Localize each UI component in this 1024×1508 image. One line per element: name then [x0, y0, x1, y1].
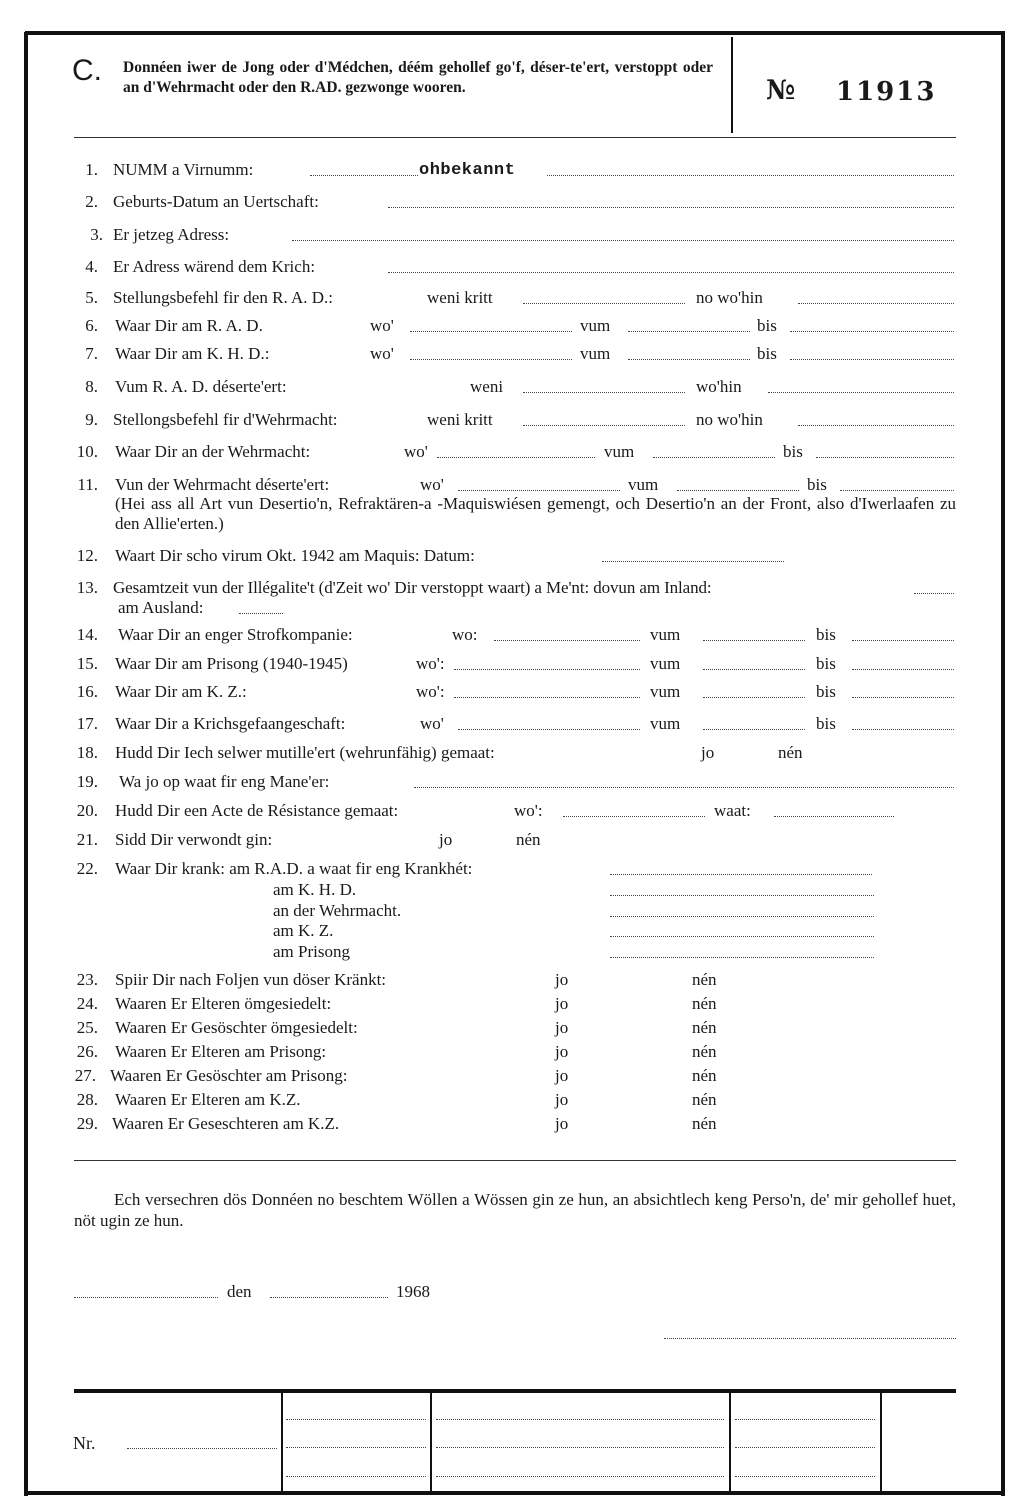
until-label: bis [783, 442, 803, 461]
question-number: 28. [76, 1090, 98, 1109]
footer-field[interactable] [286, 1404, 426, 1420]
footer-column-divider [430, 1393, 432, 1491]
header-divider [731, 37, 733, 133]
footer-field[interactable] [286, 1461, 426, 1477]
question-number: 5. [85, 288, 98, 307]
from-label: vum [580, 344, 611, 363]
question-label: NUMM a Virnumm: [113, 160, 254, 179]
question-label: Waar Dir am R. A. D. [115, 316, 263, 335]
question-label: Stellongsbefehl fir d'Wehrmacht: [113, 410, 338, 429]
when-label: weni [470, 377, 504, 396]
where-field[interactable] [494, 625, 640, 641]
where-label: wo': [416, 682, 445, 701]
yes-option[interactable]: jo [555, 1042, 569, 1061]
nr-label: Nr. [73, 1433, 96, 1453]
question-3 [0, 225, 1024, 249]
question-number: 1. [85, 160, 98, 179]
maquis-date-field[interactable] [602, 546, 784, 562]
question-label: Waar Dir am K. Z.: [115, 682, 247, 701]
sub-label: am K. Z. [273, 921, 334, 940]
from-field[interactable] [677, 475, 799, 491]
until-label: bis [807, 475, 827, 494]
question-21 [0, 830, 1024, 854]
from-field[interactable] [703, 654, 805, 670]
question-label: Wa jo op waat fir eng Mane'er: [119, 772, 330, 791]
question-4 [0, 257, 1024, 281]
where-field[interactable] [563, 801, 705, 817]
yes-option[interactable]: jo [701, 743, 715, 762]
form-title: Donnéen iwer de Jong oder d'Médchen, déém gehollef go'f, déser-te'ert, verstoppt oder an d'Wehrmacht oder den R.AD. gezwonge wooren. [123, 59, 713, 96]
question-label: Waaren Er Geseschteren am K.Z. [112, 1114, 340, 1133]
question-label: Sidd Dir verwondt gin: [115, 830, 273, 849]
from-field[interactable] [703, 625, 805, 641]
from-label: vum [604, 442, 635, 461]
from-label: vum [628, 475, 659, 494]
frame-border-top [25, 31, 1005, 35]
where-to-field[interactable] [798, 288, 954, 304]
footer-rule [74, 1389, 956, 1393]
where-to-field[interactable] [768, 377, 954, 393]
question-19 [0, 772, 1024, 796]
question-16 [0, 682, 1024, 706]
question-label: Geburts-Datum an Uertschaft: [113, 192, 319, 211]
question-label: Spiir Dir nach Foljen vun döser Kränkt: [115, 970, 387, 989]
question-number: 22. [76, 859, 98, 878]
until-label: bis [757, 344, 777, 363]
until-field[interactable] [852, 682, 954, 698]
question-label: Waar Dir am K. H. D.: [115, 344, 270, 363]
footer-field[interactable] [436, 1432, 724, 1448]
question-number: 24. [76, 994, 98, 1013]
from-label: vum [650, 654, 681, 673]
question-28 [0, 1090, 1024, 1114]
from-label: vum [650, 714, 681, 733]
illness-wehrmacht-field[interactable] [610, 901, 874, 917]
no-option[interactable]: nén [516, 830, 541, 849]
until-field[interactable] [790, 344, 954, 360]
manner-field[interactable] [414, 772, 954, 788]
until-field[interactable] [840, 475, 954, 491]
until-label: bis [816, 654, 836, 673]
question-label: Waar Dir am Prisong (1940-1945) [115, 654, 348, 673]
question-label: Waaren Er Gesöschter ömgesiedelt: [115, 1018, 358, 1037]
illness-prison-field[interactable] [610, 942, 874, 958]
until-field[interactable] [790, 316, 954, 332]
question-23 [0, 970, 1024, 994]
when-field[interactable] [523, 288, 685, 304]
from-field[interactable] [628, 316, 750, 332]
from-field[interactable] [703, 682, 805, 698]
yes-option[interactable]: jo [555, 1114, 569, 1133]
sub-label: am K. H. D. [273, 880, 357, 899]
question-24 [0, 994, 1024, 1018]
where-to-label: no wo'hin [696, 410, 763, 429]
no-option[interactable]: nén [692, 1042, 717, 1061]
question-8 [0, 377, 1024, 401]
where-to-field[interactable] [798, 410, 954, 426]
no-option[interactable]: nén [692, 1090, 717, 1109]
question-17 [0, 714, 1024, 738]
where-label: wo' [420, 475, 444, 494]
no-option[interactable]: nén [692, 970, 717, 989]
footer-field[interactable] [735, 1404, 875, 1420]
where-field[interactable] [454, 654, 640, 670]
question-number: 21. [76, 830, 98, 849]
question-number: 9. [85, 410, 98, 429]
question-number: 17. [76, 714, 98, 733]
where-field[interactable] [458, 714, 640, 730]
question-number: 8. [85, 377, 98, 396]
yes-option[interactable]: jo [555, 1018, 569, 1037]
footer-field[interactable] [436, 1461, 724, 1477]
question-1 [0, 160, 1024, 184]
name-field-value[interactable]: ohbekannt [419, 161, 516, 180]
no-option[interactable]: nén [692, 1114, 717, 1133]
question-12 [0, 546, 1024, 570]
question-label: Er jetzeg Adress: [113, 225, 230, 244]
question-number: 18. [76, 743, 98, 762]
when-label: weni kritt [427, 410, 493, 429]
question-13-abroad [0, 598, 1024, 622]
sub-label: an der Wehrmacht. [273, 901, 402, 920]
where-label: wo': [514, 801, 543, 820]
footer-field[interactable] [436, 1404, 724, 1420]
where-field[interactable] [454, 682, 640, 698]
footer-column-divider [281, 1393, 283, 1491]
year-label: 1968 [396, 1282, 430, 1301]
section-letter: C. [72, 54, 102, 87]
footer-field[interactable] [286, 1432, 426, 1448]
when-label: weni kritt [427, 288, 493, 307]
question-18 [0, 743, 1024, 767]
question-label: Waaren Er Elteren am K.Z. [115, 1090, 301, 1109]
question-7 [0, 344, 1024, 368]
nr-field[interactable] [127, 1433, 277, 1449]
signature-field[interactable] [664, 1323, 956, 1339]
where-field[interactable] [437, 442, 595, 458]
where-field[interactable] [410, 316, 572, 332]
yes-option[interactable]: jo [555, 1066, 569, 1085]
from-label: vum [580, 316, 611, 335]
question-number: 20. [76, 801, 98, 820]
abroad-field[interactable] [239, 598, 283, 614]
where-label: wo': [416, 654, 445, 673]
question-label: Hudd Dir een Acte de Résistance gemaat: [115, 801, 399, 820]
declaration-text: Ech versechren dös Donnéen no beschtem Wöllen a Wössen gin ze hun, an absichtlech keng Perso'n, de' mir gehollef huet, nöt ugin ze hun. [74, 1190, 956, 1230]
question-number: 13. [76, 578, 98, 597]
question-label: Stellungsbefehl fir den R. A. D.: [113, 288, 334, 307]
where-to-label: wo'hin [696, 377, 742, 396]
abroad-label: am Ausland: [118, 598, 204, 617]
place-field[interactable] [74, 1282, 218, 1298]
question-label: Vun der Wehrmacht déserte'ert: [115, 475, 330, 494]
until-label: bis [816, 682, 836, 701]
question-label: Er Adress wärend dem Krich: [113, 257, 316, 276]
footer-column-divider [880, 1393, 882, 1491]
where-label: wo' [370, 316, 394, 335]
question-label: Waaren Er Gesöschter am Prisong: [110, 1066, 348, 1085]
question-29 [0, 1114, 1024, 1138]
yes-option[interactable]: jo [555, 1090, 569, 1109]
until-label: bis [757, 316, 777, 335]
question-15 [0, 654, 1024, 678]
current-address-field[interactable] [292, 225, 954, 241]
sub-label: am Prisong [273, 942, 350, 961]
frame-border-bottom [24, 1491, 1005, 1495]
when-field[interactable] [523, 377, 685, 393]
where-label: wo: [452, 625, 478, 644]
yes-option[interactable]: jo [555, 994, 569, 1013]
yes-option[interactable]: jo [555, 970, 569, 989]
question-number: 19. [76, 772, 98, 791]
until-field[interactable] [852, 714, 954, 730]
until-field[interactable] [852, 625, 954, 641]
question-number: 3. [90, 225, 103, 244]
no-option[interactable]: nén [778, 743, 803, 762]
date-field[interactable] [270, 1282, 388, 1298]
illness-kz-field[interactable] [610, 921, 874, 937]
until-label: bis [816, 625, 836, 644]
inland-field[interactable] [914, 578, 954, 594]
question-number: 26. [76, 1042, 98, 1061]
question-label: Gesamtzeit vun der Illégalite't (d'Zeit wo' Dir verstoppt waart) a Me'nt: dovun am Inland: [113, 578, 712, 597]
question-number: 7. [85, 344, 98, 363]
from-label: vum [650, 682, 681, 701]
illness-khd-field[interactable] [610, 880, 874, 896]
question-number: 2. [85, 192, 98, 211]
where-to-label: no wo'hin [696, 288, 763, 307]
question-20 [0, 801, 1024, 825]
question-number: 12. [76, 546, 98, 565]
question-label: Waaren Er Elteren ömgesiedelt: [115, 994, 332, 1013]
question-number: 6. [85, 316, 98, 335]
from-field[interactable] [703, 714, 805, 730]
where-field[interactable] [458, 475, 620, 491]
question-14 [0, 625, 1024, 649]
footer-field[interactable] [735, 1432, 875, 1448]
question-9 [0, 410, 1024, 434]
where-label: wo' [404, 442, 428, 461]
where-field[interactable] [410, 344, 572, 360]
question-number: 27. [74, 1066, 96, 1085]
question-number: 11. [77, 475, 98, 494]
where-label: wo' [370, 344, 394, 363]
question-26 [0, 1042, 1024, 1066]
form-number: 11913 [836, 77, 937, 107]
from-field[interactable] [653, 442, 775, 458]
question-22-prisong [0, 942, 1024, 966]
question-2 [0, 192, 1024, 216]
until-label: bis [816, 714, 836, 733]
question-6 [0, 316, 1024, 340]
question-number: 14. [76, 625, 98, 644]
question-label: Waaren Er Elteren am Prisong: [115, 1042, 327, 1061]
name-field[interactable] [547, 160, 954, 176]
question-label: Waar Dir a Krichsgefaangeschaft: [115, 714, 346, 733]
question-10 [0, 442, 1024, 466]
question-number: 10. [76, 442, 98, 461]
question-label: Waar Dir krank: am R.A.D. a waat fir eng Krankhét: [115, 859, 473, 878]
question-11-note: (Hei ass all Art vun Desertio'n, Refraktären-a -Maquiswiésen gemengt, och Desertio'n an der Front, also d'Iwerlaafen zu den Allie'erten.) [115, 494, 956, 533]
no-option[interactable]: nén [692, 1018, 717, 1037]
field-dots [310, 160, 418, 176]
what-label: waat: [714, 801, 751, 820]
question-label: Waart Dir scho virum Okt. 1942 am Maquis: Datum: [115, 546, 475, 565]
footer-field[interactable] [735, 1461, 875, 1477]
footer-column-divider [729, 1393, 731, 1491]
from-field[interactable] [628, 344, 750, 360]
what-field[interactable] [774, 801, 894, 817]
no-option[interactable]: nén [692, 1066, 717, 1085]
question-label: Waar Dir an enger Strofkompanie: [118, 625, 353, 644]
wartime-address-field[interactable] [388, 257, 954, 273]
question-5 [0, 288, 1024, 312]
when-field[interactable] [523, 410, 685, 426]
den-label: den [227, 1282, 252, 1301]
question-number: 23. [76, 970, 98, 989]
until-field[interactable] [852, 654, 954, 670]
question-27 [0, 1066, 1024, 1090]
where-label: wo' [420, 714, 444, 733]
header-rule [74, 137, 956, 138]
number-sign: № [766, 75, 796, 106]
illness-rad-field[interactable] [610, 859, 872, 875]
question-number: 29. [76, 1114, 98, 1133]
question-number: 25. [76, 1018, 98, 1037]
yes-option[interactable]: jo [439, 830, 453, 849]
question-label: Hudd Dir Iech selwer mutille'ert (wehrunfähig) gemaat: [115, 743, 495, 762]
until-field[interactable] [816, 442, 954, 458]
from-label: vum [650, 625, 681, 644]
question-label: Waar Dir an der Wehrmacht: [115, 442, 311, 461]
question-25 [0, 1018, 1024, 1042]
place-date-line [0, 1282, 1024, 1306]
no-option[interactable]: nén [692, 994, 717, 1013]
section-divider [74, 1160, 956, 1161]
question-number: 15. [76, 654, 98, 673]
question-number: 4. [85, 257, 98, 276]
question-number: 16. [76, 682, 98, 701]
birth-date-place-field[interactable] [388, 192, 954, 208]
question-label: Vum R. A. D. déserte'ert: [115, 377, 287, 396]
